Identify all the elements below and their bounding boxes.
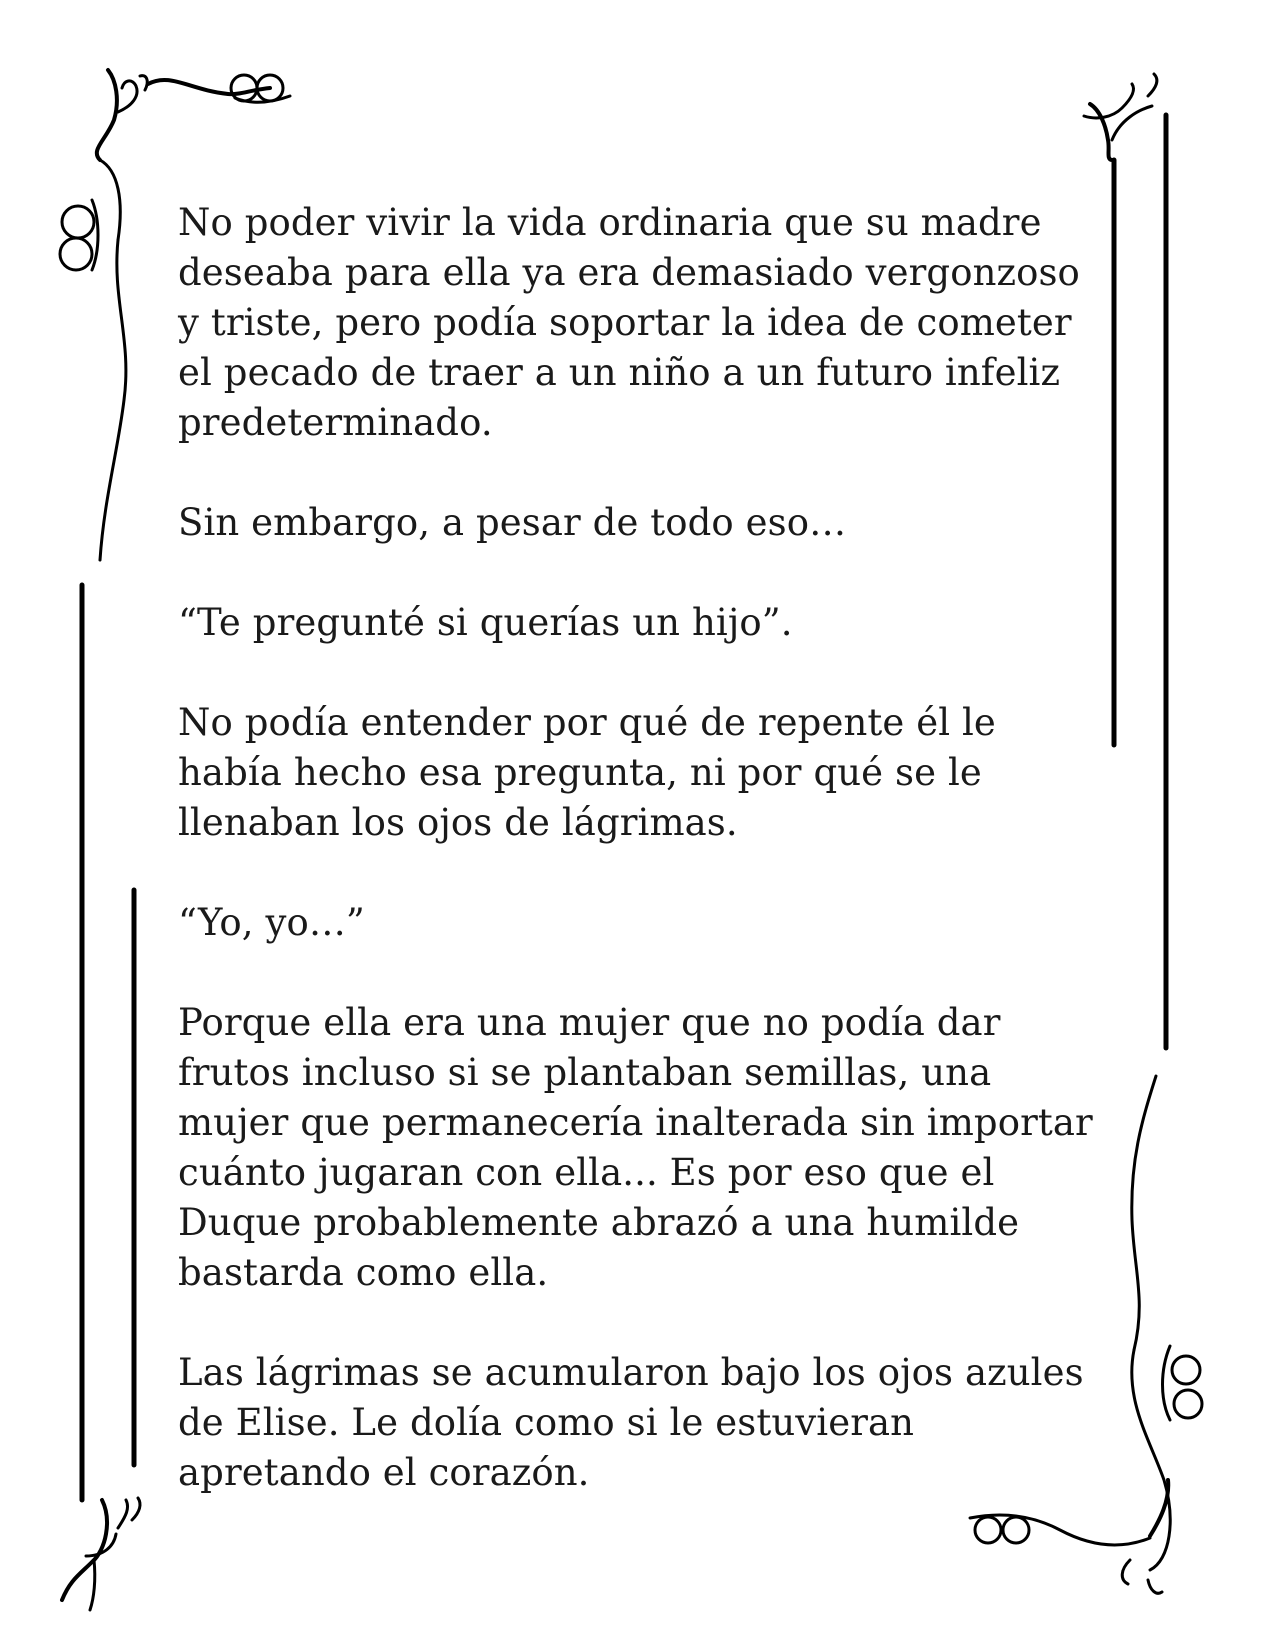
bottom-left-flourish-icon <box>62 1498 140 1610</box>
paragraph: Sin embargo, a pesar de todo eso… <box>178 501 847 544</box>
paragraph: Porque ella era una mujer que no podía dar frutos incluso si se plantaban semillas, una mujer que permanecería inalterada sin importar cuánto jugaran con ella... Es por eso que el Duque probablemente abrazó a una humilde bastarda como ella. <box>178 1001 1093 1294</box>
story-text <box>178 198 1108 1548</box>
paragraph: No poder vivir la vida ordinaria que su madre deseaba para ella ya era demasiado vergonzoso y triste, pero podía soportar la idea de cometer el pecado de traer a un niño a un futuro infeliz predeterminado. <box>178 201 1080 444</box>
top-right-flourish-icon <box>1084 74 1157 160</box>
dialogue-line: “Te pregunté si querías un hijo”. <box>178 601 793 644</box>
paragraph: Las lágrimas se acumularon bajo los ojos azules de Elise. Le dolía como si le estuvieran apretando el corazón. <box>178 1351 1084 1494</box>
paragraph: No podía entender por qué de repente él le había hecho esa pregunta, ni por qué se le llenaban los ojos de lágrimas. <box>178 701 996 844</box>
dialogue-line: “Yo, yo…” <box>178 901 365 944</box>
